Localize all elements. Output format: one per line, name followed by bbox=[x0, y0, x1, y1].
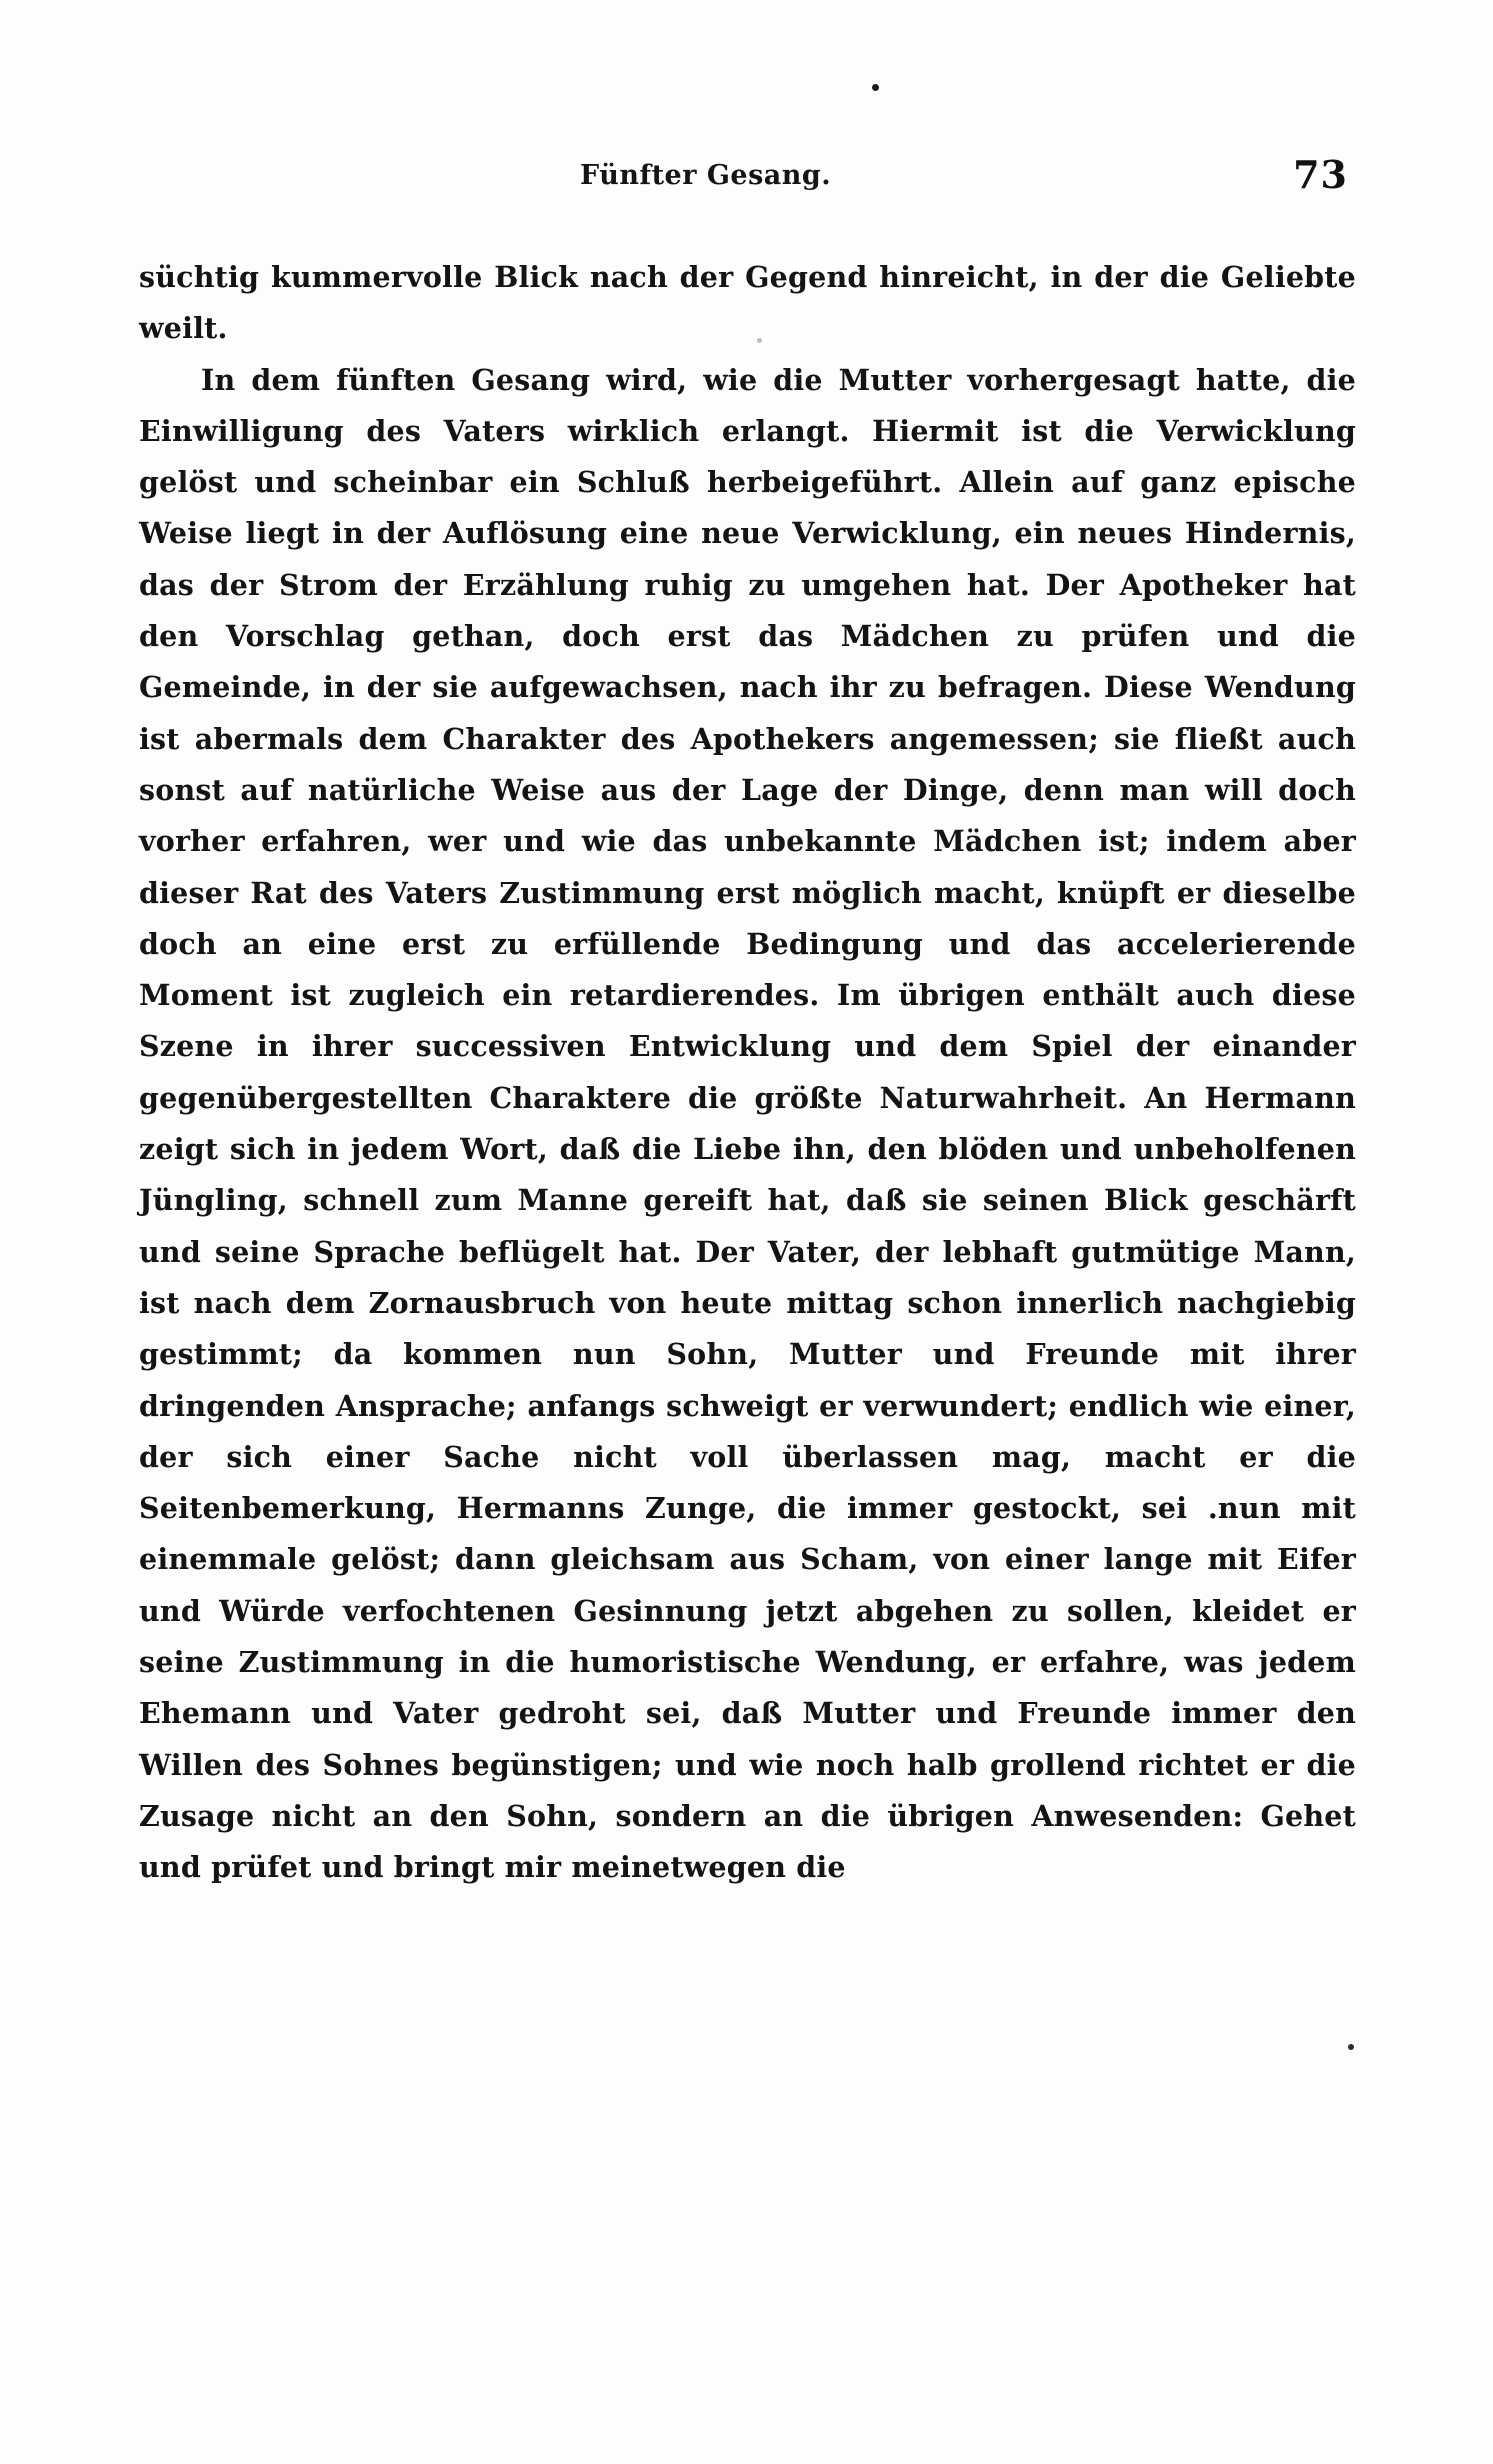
running-head bbox=[0, 152, 1493, 200]
top-center-dot-mark bbox=[872, 84, 879, 91]
running-head-title: Fünfter Gesang. bbox=[580, 160, 832, 191]
paragraph-continuation: süchtig kummervolle Blick nach der Gegend hinreicht, in der die Geliebte weilt. bbox=[139, 260, 1356, 346]
paragraph-main: In dem fünften Gesang wird, wie die Mutter vorhergesagt hatte, die Einwilligung des Vaters wirklich erlangt. Hiermit ist die Verwicklung gelöst und scheinbar ein Schluß herbeigeführt. Allein auf ganz epische Weise liegt in der Auflösung eine neue Verwicklung, ein neues Hindernis, das der Strom der Erzählung ruhig zu umgehen hat. Der Apotheker hat den Vorschlag gethan, doch erst das Mädchen zu prüfen und die Gemeinde, in der sie aufgewachsen, nach ihr zu befragen. Diese Wendung ist abermals dem Charakter des Apothekers angemessen; sie fließt auch sonst auf natürliche Weise aus der Lage der Dinge, denn man will doch vorher erfahren, wer und wie das unbekannte Mädchen ist; indem aber dieser Rat des Vaters Zustimmung erst möglich macht, knüpft er dieselbe doch an eine erst zu erfüllende Bedingung und das accelerierende Moment ist zugleich ein retardierendes. Im übrigen enthält auch diese Szene in ihrer successiven Entwicklung und dem Spiel der einander gegenübergestellten Charaktere die größte Naturwahrheit. An Hermann zeigt sich in jedem Wort, daß die Liebe ihn, den blöden und unbeholfenen Jüngling, schnell zum Manne gereift hat, daß sie seinen Blick geschärft und seine Sprache beflügelt hat. Der Vater, der lebhaft gutmütige Mann, ist nach dem Zornausbruch von heute mittag schon innerlich nachgiebig gestimmt; da kommen nun Sohn, Mutter und Freunde mit ihrer dringenden Ansprache; anfangs schweigt er verwundert; endlich wie einer, der sich einer Sache nicht voll überlassen mag, macht er die Seitenbemerkung, Hermanns Zunge, die immer gestockt, sei .nun mit einemmale gelöst; dann gleichsam aus Scham, von einer lange mit Eifer und Würde verfochtenen Gesinnung jetzt abgehen zu sollen, kleidet er seine Zustimmung in die humoristische Wendung, er erfahre, was jedem Ehemann und Vater gedroht sei, daß Mutter und Freunde immer den Willen des Sohnes begünstigen; und wie noch halb grollend richtet er die Zusage nicht an den Sohn, sondern an die übrigen Anwesenden: Gehet und prüfet und bringt mir meinetwegen die bbox=[139, 362, 1356, 1885]
right-margin-dot-mark bbox=[1348, 2044, 1354, 2050]
body-text-block bbox=[139, 252, 1356, 1894]
page-number: 73 bbox=[1293, 152, 1348, 197]
